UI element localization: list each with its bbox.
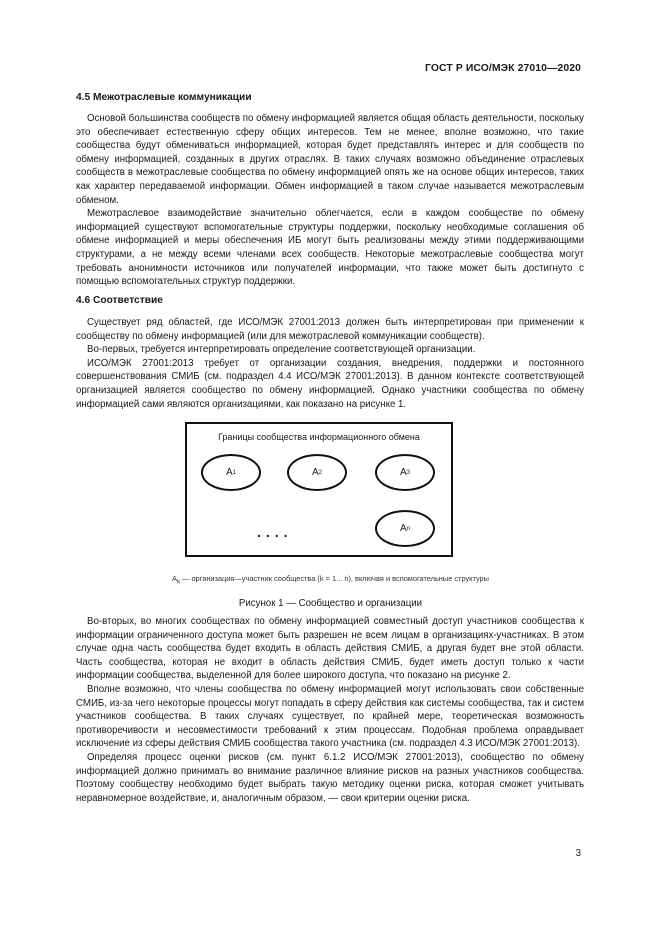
ellipsis-dots: .... (257, 524, 293, 540)
org-node-a2 (287, 454, 347, 491)
org-node-an (375, 510, 435, 547)
node-sub: 1 (232, 469, 236, 476)
paragraph: Определяя процесс оценки рисков (см. пункт 6.1.2 ИСО/МЭК 27001:2013), сообщество по обмену информацией должно принимать во внимание различное влияние рисков на разных участников сообщества. Поэтому сообществу необходимо будет выбрать такую методику оценки риска, которая сможет учитывать неравномерное воздействие, и, аналогичным образом, — свои критерии оценки риска. (76, 751, 584, 804)
section-heading: 4.5 Межотраслевые коммуникации (76, 92, 252, 103)
node-label: A (399, 467, 407, 478)
paragraph: Межотраслевое взаимодействие значительно облегчается, если в каждом сообществе по обмену информацией существуют вспомогательные структуры поддержки, поскольку необходимые соглашения об обмене информацией и меры обеспечения ИБ могут быть реализованы между этими поддерживающими структурами, а не между всеми членами всех сообществ. Некоторые межотраслевые сообщества могут требовать анонимности источников или получателей информации, что также может быть достигнуто с помощью вспомогательных структур поддержки. (76, 208, 584, 288)
document-header: ГОСТ Р ИСО/МЭК 27010—2020 (425, 63, 581, 74)
paragraph: Основой большинства сообществ по обмену информацией является общая область деятельности, поскольку это обеспечивает естественную сферу общих интересов. Тем не менее, вполне возможно, что такие сообщества будут обмениваться информацией, которая будет представлять интерес и для сообществ по обмену информацией, созданных в других отраслях. В таких случаях возможно объединение отраслевых сообществ в межотраслевые сообщества по обмену информацией опять же на основе общих интересов, таких как характер передаваемой информации. Обмен информацией в таком случае называется межотраслевым обменом. (76, 113, 584, 206)
paragraph: Во-первых, требуется интерпретировать определение соответствующей организации. (87, 344, 476, 356)
figure-caption: Рисунок 1 — Сообщество и организации (238, 598, 423, 609)
node-label: A (311, 467, 319, 478)
figure-title: Границы сообщества информационного обмена (218, 432, 420, 442)
paragraph: Вполне возможно, что члены сообщества по обмену информацией могут использовать свои собственные СМИБ, из-за чего некоторые процессы могут попадать в сферу действия как системы сообщества, так и систем участников сообщества. В таких случаях существует, по крайней мере, теоретическая возможность противоречивости и несовместимости требований к этим процессам. Подобная проблема оправдывает исключение из сферы действия СМИБ сообщества такого участника (см. подраздел 4.3 ИСО/МЭК 27001:2013). (76, 683, 584, 750)
legend-symbol: A (172, 574, 177, 583)
legend-text: — организация—участник сообщества (k = 1... n), включая и вспомогательные структуры (179, 574, 489, 583)
section-4-6 (76, 294, 584, 411)
section-after-figure (76, 615, 584, 805)
section-heading: 4.6 Соответствие (76, 295, 163, 306)
node-label: A (225, 467, 233, 478)
node-sub: 2 (318, 469, 322, 476)
paragraph: ИСО/МЭК 27001:2013 требует от организации создания, внедрения, поддержки и постоянного совершенствования СМИБ (см. подраздел 4.4 ИСО/МЭК 27001:2013). В данном контексте соответствующей организацией является сообщество по обмену информацией. Однако участники сообщества по обмену информацией сами являются организациями, как показано на рисунке 1. (76, 357, 584, 410)
figure-community-boundary (185, 422, 453, 557)
org-node-a3 (375, 454, 435, 491)
node-label: A (399, 523, 407, 534)
figure-legend (0, 574, 661, 585)
section-4-5 (76, 91, 584, 289)
org-node-a1 (201, 454, 261, 491)
paragraph: Во-вторых, во многих сообществах по обмену информацией совместный доступ участников сообщества к информации ограниченного доступа может быть разрешен не всем лицам в организациях-участниках. В этом случае одна часть сообщества будет входить в область действия СМИБ, а другая будет вне этой области. Часть сообщества, которая не входит в область действия СМИБ, будет иметь доступ только к части информации сообщества, выделенной для более широкого доступа, что показано на рисунке 2. (76, 616, 584, 682)
page-number: 3 (575, 848, 581, 859)
node-sub: n (406, 525, 410, 532)
node-sub: 3 (406, 469, 410, 476)
paragraph: Существует ряд областей, где ИСО/МЭК 27001:2013 должен быть интерпретирован при применении к сообществу по обмену информацией (или для межотраслевой коммуникации сообществ). (76, 317, 584, 342)
legend-sub: k (176, 579, 180, 586)
